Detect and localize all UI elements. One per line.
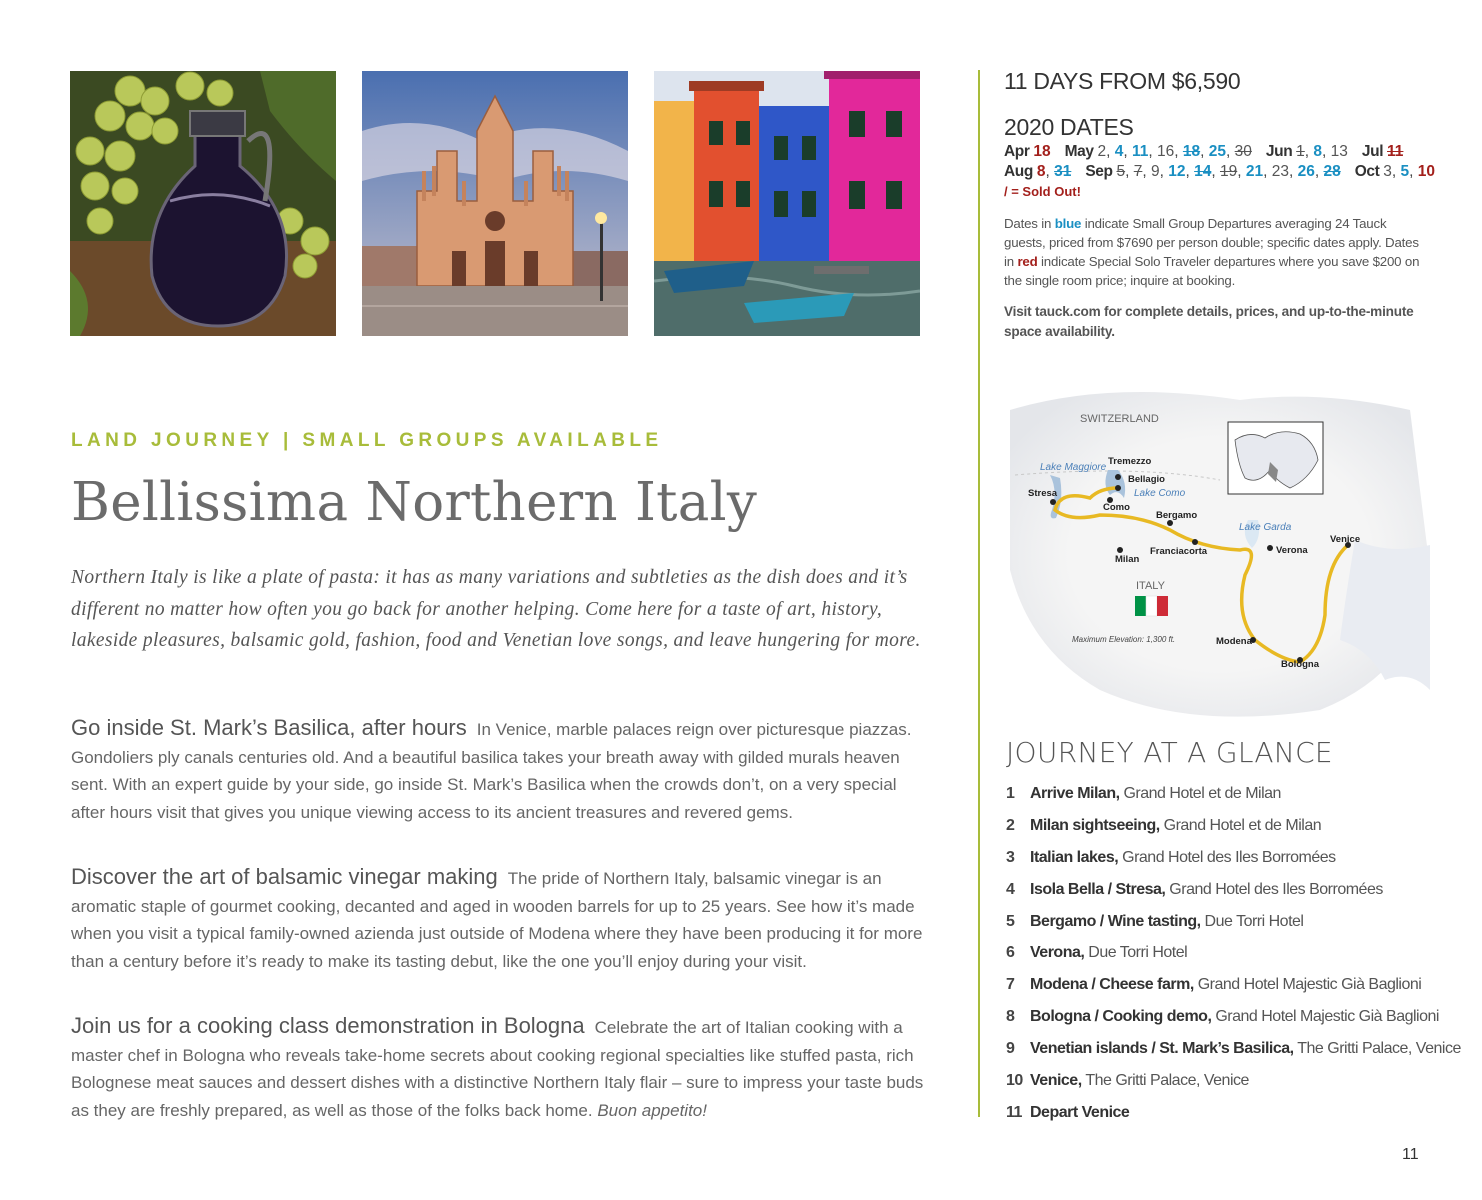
date-day: 5 bbox=[1400, 163, 1410, 180]
itinerary-day-number: 10 bbox=[1006, 1072, 1023, 1090]
date-day: 13 bbox=[1330, 143, 1348, 160]
date-day: 18 bbox=[1033, 143, 1051, 160]
date-day: 8 bbox=[1036, 163, 1046, 180]
itinerary-place: Bologna / Cooking demo, bbox=[1030, 1008, 1212, 1026]
itinerary-hotel: Grand Hotel Majestic Già Baglioni bbox=[1211, 1008, 1439, 1026]
feature-body: Celebrate the art of Italian cooking with a master chef in Bologna who reveals take-home secrets about cooking regional specialties like stuffed pasta, rich Bolognese meat sauces and dessert dishes with a distinctive Northern Italy flair – sure to impress your taste buds as they are freshly prepared, as well as those of the folks back home. bbox=[71, 1018, 924, 1120]
column-divider bbox=[978, 70, 980, 1117]
date-day: 4 bbox=[1114, 143, 1124, 160]
dates-legend-note: Dates in blue indicate Small Group Departures averaging 24 Tauck guests, priced from $7690 per person double; specific dates apply. Dates in red indicate Special Solo Traveler departures where you save $200 on the single room price; inquire at booking. bbox=[1004, 216, 1420, 288]
itinerary-place: Isola Bella / Stresa, bbox=[1030, 880, 1166, 898]
date-month: May bbox=[1064, 143, 1098, 160]
date-day-sold-out: 14 bbox=[1194, 163, 1212, 180]
intro-paragraph: Northern Italy is like a plate of pasta: it has as many variations and subtleties as the dish does and it’s different no matter how often you go back for another helping. Come here for a taste of art, history, lakeside pleasures, balsamic gold, fashion, food and Venetian love songs, and leave hungering for more. bbox=[71, 567, 921, 651]
itinerary-day-number: 5 bbox=[1006, 912, 1015, 930]
date-day: 12 bbox=[1168, 163, 1186, 180]
date-day: 26 bbox=[1297, 163, 1315, 180]
date-day: 23 bbox=[1271, 163, 1289, 180]
itinerary-item bbox=[1006, 906, 1446, 938]
map-city-stresa: Stresa bbox=[1028, 488, 1058, 499]
feature-cooking-class bbox=[71, 1012, 926, 1124]
itinerary-list bbox=[1006, 778, 1461, 1129]
itinerary-day-number: 4 bbox=[1006, 880, 1015, 898]
map-city-como: Como bbox=[1103, 502, 1130, 513]
itinerary-hotel: The Gritti Palace, Venice bbox=[1081, 1072, 1249, 1090]
itinerary-place: Depart Venice bbox=[1030, 1103, 1130, 1121]
itinerary-day-number: 8 bbox=[1006, 1008, 1015, 1026]
itinerary-place: Milan sightseeing, bbox=[1030, 816, 1160, 834]
date-month: Aug bbox=[1004, 163, 1037, 180]
date-month: Apr bbox=[1004, 143, 1034, 160]
date-day-sold-out: 28 bbox=[1323, 163, 1341, 180]
map-label-lake-maggiore: Lake Maggiore bbox=[1040, 462, 1107, 473]
map-city-franciacorta: Franciacorta bbox=[1150, 546, 1208, 557]
map-elevation-note: Maximum Elevation: 1,300 ft. bbox=[1072, 635, 1176, 644]
itinerary-item bbox=[1006, 937, 1446, 969]
date-day-sold-out: 18 bbox=[1182, 143, 1201, 160]
feature-heading: Discover the art of balsamic vinegar making bbox=[71, 864, 498, 889]
itinerary-place: Italian lakes, bbox=[1030, 848, 1119, 866]
feature-body: In Venice, marble palaces reign over picturesque piazzas. Gondoliers ply canals centuries old. And a beautiful basilica takes your breath away with gilded murals heaven sent. With an expert guide by your side, go inside St. Mark’s Basilica when the crowds don’t, on a very special after hours visit that gives you unique viewing access to its ancient treasures and revered gems. bbox=[71, 720, 912, 822]
feature-heading: Join us for a cooking class demonstration in Bologna bbox=[71, 1013, 585, 1038]
map-city-modena: Modena bbox=[1216, 636, 1252, 647]
date-day-sold-out: 7 bbox=[1133, 163, 1143, 180]
visit-website-note: Visit tauck.com for complete details, prices, and up-to-the-minute space availability. bbox=[1004, 304, 1414, 339]
itinerary-hotel: Grand Hotel et de Milan bbox=[1119, 785, 1281, 802]
burano-canal-photo bbox=[654, 71, 920, 336]
feature-heading: Go inside St. Mark’s Basilica, after hours bbox=[71, 715, 467, 740]
date-day: 25 bbox=[1208, 143, 1227, 160]
trip-price: 11 DAYS FROM $6,590 bbox=[1004, 68, 1241, 94]
date-day: 21 bbox=[1245, 163, 1264, 180]
itinerary-hotel: Due Torri Hotel bbox=[1200, 912, 1304, 930]
date-day: 16 bbox=[1157, 143, 1175, 160]
itinerary-day-number: 9 bbox=[1006, 1040, 1015, 1058]
dates-row: Aug 8, 31 Sep 5, 7, 9, 12, 14, 19, 21, 23, 26, 28 Oct 3, 5, 10 bbox=[1004, 163, 1436, 180]
page-number: 11 bbox=[1402, 1146, 1419, 1163]
itinerary-item bbox=[1006, 874, 1446, 906]
dates-row: Apr 18 May 2, 4, 11, 16, 18, 25, 30 Jun 1, 8, 13 Jul 11 bbox=[1004, 143, 1404, 160]
date-day: 9 bbox=[1150, 163, 1160, 180]
date-day: 10 bbox=[1417, 163, 1436, 180]
map-city-bologna: Bologna bbox=[1281, 659, 1319, 670]
map-city-tremezzo: Tremezzo bbox=[1108, 456, 1152, 467]
feature-balsamic bbox=[71, 863, 926, 975]
itinerary-item bbox=[1006, 1065, 1446, 1097]
itinerary-hotel: Grand Hotel Majestic Già Baglioni bbox=[1193, 976, 1422, 994]
itinerary-place: Arrive Milan, bbox=[1030, 785, 1120, 802]
map-label-switzerland: SWITZERLAND bbox=[1080, 413, 1159, 425]
itinerary-day-number: 3 bbox=[1006, 848, 1015, 866]
map-label-lake-garda: Lake Garda bbox=[1239, 522, 1292, 533]
map-city-bergamo: Bergamo bbox=[1156, 510, 1198, 521]
map-city-milan: Milan bbox=[1115, 554, 1140, 565]
date-day-sold-out: 1 bbox=[1296, 143, 1305, 160]
date-day: 2 bbox=[1097, 143, 1107, 160]
milan-cathedral-photo bbox=[362, 71, 628, 336]
trip-category-eyebrow: LAND JOURNEY | SMALL GROUPS AVAILABLE bbox=[71, 430, 663, 451]
map-city-venice: Venice bbox=[1330, 534, 1361, 545]
departure-dates bbox=[1004, 142, 1435, 202]
itinerary-hotel: The Gritti Palace, Venice bbox=[1293, 1040, 1461, 1058]
sold-out-legend: / = Sold Out! bbox=[1004, 184, 1081, 199]
itinerary-place: Verona, bbox=[1030, 944, 1085, 962]
itinerary-item bbox=[1006, 1001, 1446, 1033]
date-month: Oct bbox=[1354, 163, 1384, 180]
itinerary-place: Venetian islands / St. Mark’s Basilica, bbox=[1030, 1040, 1294, 1058]
itinerary-item bbox=[1006, 969, 1446, 1001]
itinerary-item bbox=[1006, 1033, 1461, 1065]
route-map bbox=[990, 370, 1430, 725]
date-day-sold-out: 11 bbox=[1387, 143, 1404, 160]
itinerary-place: Modena / Cheese farm, bbox=[1030, 976, 1194, 994]
date-day-sold-out: 5 bbox=[1116, 163, 1126, 180]
glance-title: JOURNEY AT A GLANCE bbox=[1006, 736, 1333, 769]
map-label-italy: ITALY bbox=[1136, 580, 1165, 592]
balsamic-vinegar-photo bbox=[70, 71, 336, 336]
date-month: Jun bbox=[1265, 143, 1297, 160]
itinerary-item bbox=[1006, 810, 1446, 842]
map-city-verona: Verona bbox=[1276, 545, 1308, 556]
date-month: Sep bbox=[1085, 163, 1117, 180]
date-day-sold-out: 31 bbox=[1054, 163, 1072, 180]
itinerary-item bbox=[1006, 1097, 1446, 1129]
itinerary-day-number: 11 bbox=[1006, 1103, 1022, 1121]
date-day: 8 bbox=[1313, 143, 1323, 160]
dates-title: 2020 DATES bbox=[1004, 114, 1134, 140]
itinerary-day-number: 7 bbox=[1006, 976, 1015, 994]
itinerary-item bbox=[1006, 842, 1446, 874]
itinerary-day-number: 1 bbox=[1006, 785, 1015, 802]
feature-body: The pride of Northern Italy, balsamic vinegar is an aromatic staple of gourmet cooking, decanted and aged in wooden barrels for up to 25 years. See how it’s made when you visit a typical family-owned azienda just outside of Modena where they have been producing it for more than a century before it’s ready to make its tasting debut, like the one you’ll enjoy during your visit. bbox=[71, 869, 923, 971]
page-title: Bellissima Northern Italy bbox=[71, 472, 758, 533]
itinerary-item bbox=[1006, 778, 1446, 810]
map-city-bellagio: Bellagio bbox=[1128, 474, 1165, 485]
itinerary-hotel: Grand Hotel des Iles Borromées bbox=[1165, 880, 1383, 898]
date-day-sold-out: 30 bbox=[1234, 143, 1252, 160]
date-day-sold-out: 19 bbox=[1219, 163, 1238, 180]
date-month: Jul bbox=[1361, 143, 1388, 160]
itinerary-day-number: 6 bbox=[1006, 944, 1015, 962]
itinerary-place: Venice, bbox=[1030, 1072, 1082, 1090]
feature-body-emphasis: Buon appetito! bbox=[597, 1100, 707, 1120]
date-day: 11 bbox=[1132, 143, 1149, 160]
itinerary-day-number: 2 bbox=[1006, 816, 1015, 834]
feature-st-marks bbox=[71, 714, 926, 826]
itinerary-hotel: Grand Hotel et de Milan bbox=[1159, 816, 1322, 834]
date-day: 3 bbox=[1383, 163, 1392, 180]
itinerary-hotel: Due Torri Hotel bbox=[1084, 944, 1188, 962]
map-label-lake-como: Lake Como bbox=[1134, 488, 1186, 499]
itinerary-hotel: Grand Hotel des Iles Borromées bbox=[1118, 848, 1336, 866]
itinerary-place: Bergamo / Wine tasting, bbox=[1030, 912, 1201, 930]
